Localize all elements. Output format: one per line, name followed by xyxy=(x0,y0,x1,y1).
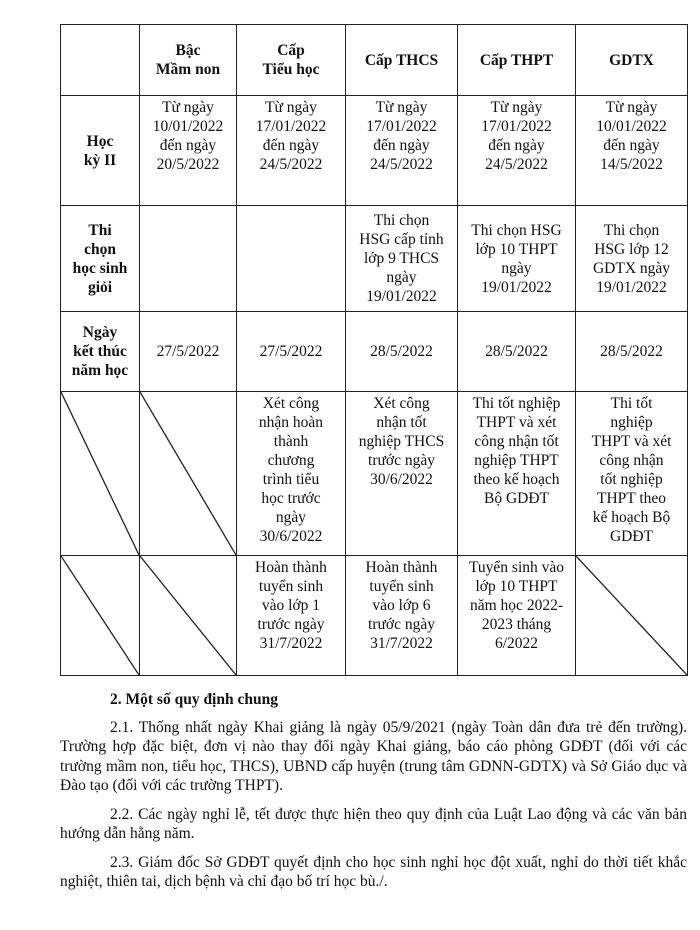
header-thcs: Cấp THCS xyxy=(346,25,458,96)
table-cell: Thi tốt nghiệp THPT và xét công nhận tốt nghiệp THPT theo kế hoạch Bộ GDĐT xyxy=(458,392,576,556)
table-header-row xyxy=(61,25,688,96)
row-label-hoc-ky-ii: Học kỳ II xyxy=(61,96,140,206)
diagonal-empty-cell xyxy=(576,556,688,676)
table-cell: Từ ngày 17/01/2022 đến ngày 24/5/2022 xyxy=(458,96,576,206)
row-label-thi-chon-hsg: Thi chọn học sinh giỏi xyxy=(61,206,140,312)
paragraph-2-1: 2.1. Thống nhất ngày Khai giảng là ngày 05/9/2021 (ngày Toàn dân đưa trẻ đến trường). Trường hợp đặc biệt, đơn vị nào thay đổi ngày Khai giảng, báo cáo phòng GDĐT (đối với các trường mầm non, tiểu học, THCS), UBND cấp huyện (trung tâm GDNN-GDTX) và Sở Giáo dục và Đào tạo (đối với các trường THPT). xyxy=(60,718,687,794)
table-cell: 27/5/2022 xyxy=(237,312,346,392)
diagonal-slash xyxy=(61,392,139,555)
table-cell: Thi tốt nghiệp THPT và xét công nhận tốt nghiệp THPT theo kế hoạch Bộ GDĐT xyxy=(576,392,688,556)
table-cell: Hoàn thành tuyển sinh vào lớp 1 trước ngày 31/7/2022 xyxy=(237,556,346,676)
table-cell: Thi chọn HSG cấp tỉnh lớp 9 THCS ngày 19/01/2022 xyxy=(346,206,458,312)
table-cell: 28/5/2022 xyxy=(346,312,458,392)
table-cell: 28/5/2022 xyxy=(576,312,688,392)
diagonal-empty-cell xyxy=(61,392,140,556)
diagonal-slash xyxy=(140,556,236,675)
header-corner-cell xyxy=(61,25,140,96)
paragraph-2-2: 2.2. Các ngày nghỉ lễ, tết được thực hiện theo quy định của Luật Lao động và các văn bản hướng dẫn hằng năm. xyxy=(60,805,687,842)
table-row-hoc-ky-ii xyxy=(61,96,688,206)
school-year-schedule-table xyxy=(60,24,688,676)
table-cell: Thi chọn HSG lớp 12 GDTX ngày 19/01/2022 xyxy=(576,206,688,312)
table-cell: Từ ngày 17/01/2022 đến ngày 24/5/2022 xyxy=(237,96,346,206)
table-row-tuyen-sinh xyxy=(61,556,688,676)
general-rules-section xyxy=(60,690,687,892)
diagonal-slash xyxy=(576,556,687,675)
diagonal-empty-cell xyxy=(61,556,140,676)
header-thpt: Cấp THPT xyxy=(458,25,576,96)
diagonal-empty-cell xyxy=(140,556,237,676)
table-cell: Hoàn thành tuyển sinh vào lớp 6 trước ngày 31/7/2022 xyxy=(346,556,458,676)
section-heading: 2. Một số quy định chung xyxy=(110,691,278,708)
table-cell: Tuyển sinh vào lớp 10 THPT năm học 2022- 2023 tháng 6/2022 xyxy=(458,556,576,676)
row-label-ket-thuc-nam-hoc: Ngày kết thúc năm học xyxy=(61,312,140,392)
table-cell xyxy=(140,206,237,312)
table-cell: Từ ngày 10/01/2022 đến ngày 14/5/2022 xyxy=(576,96,688,206)
header-mam-non: Bậc Mầm non xyxy=(140,25,237,96)
table-cell: Từ ngày 10/01/2022 đến ngày 20/5/2022 xyxy=(140,96,237,206)
table-cell: 27/5/2022 xyxy=(140,312,237,392)
table-row-ket-thuc-nam-hoc xyxy=(61,312,688,392)
table-row-xet-tot-nghiep xyxy=(61,392,688,556)
diagonal-empty-cell xyxy=(140,392,237,556)
table-cell xyxy=(237,206,346,312)
diagonal-slash xyxy=(140,392,236,555)
table-row-thi-chon-hsg xyxy=(61,206,688,312)
header-gdtx: GDTX xyxy=(576,25,688,96)
table-cell: Thi chọn HSG lớp 10 THPT ngày 19/01/2022 xyxy=(458,206,576,312)
table-cell: Xét công nhận tốt nghiệp THCS trước ngày 30/6/2022 xyxy=(346,392,458,556)
table-cell: Xét công nhận hoàn thành chương trình tiểu học trước ngày 30/6/2022 xyxy=(237,392,346,556)
diagonal-slash xyxy=(61,556,139,675)
header-tieu-hoc: Cấp Tiểu học xyxy=(237,25,346,96)
paragraph-2-3: 2.3. Giám đốc Sở GDĐT quyết định cho học sinh nghỉ học đột xuất, nghỉ do thời tiết khắc nghiệt, thiên tai, dịch bệnh và chỉ đạo bố trí học bù./. xyxy=(60,853,687,890)
table-cell: 28/5/2022 xyxy=(458,312,576,392)
table-cell: Từ ngày 17/01/2022 đến ngày 24/5/2022 xyxy=(346,96,458,206)
